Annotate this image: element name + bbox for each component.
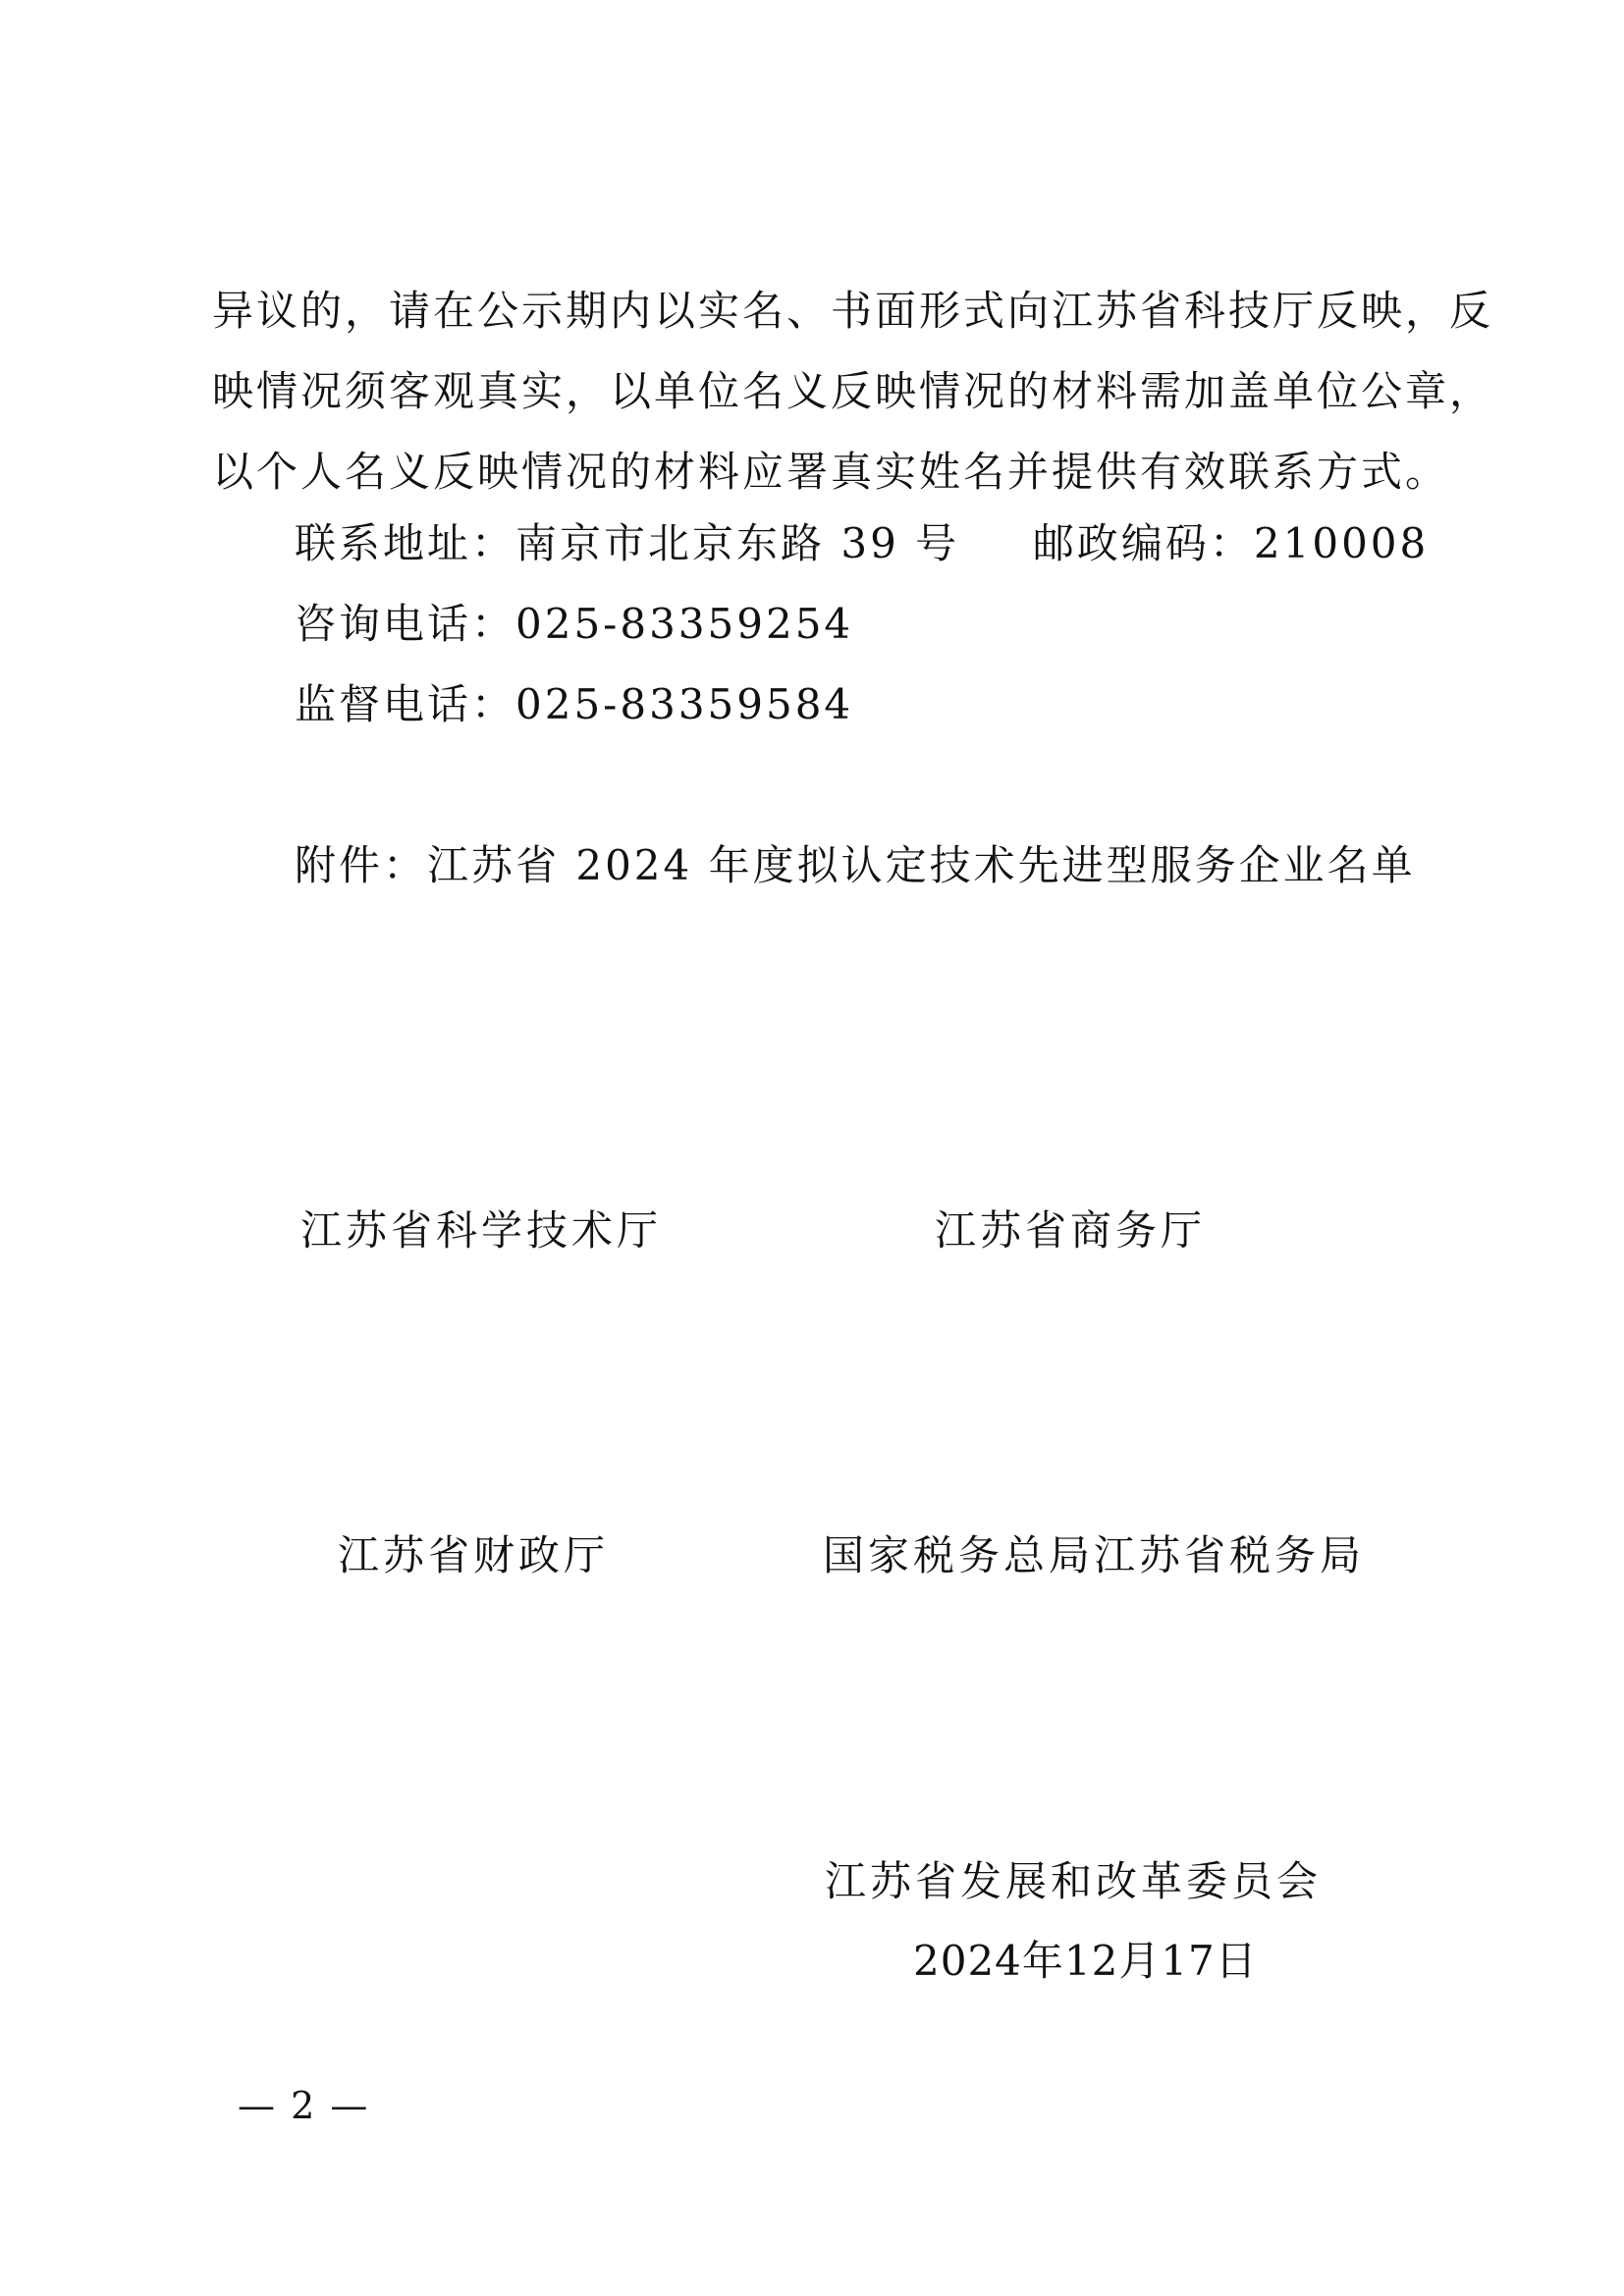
notice-paragraph <box>212 271 1494 512</box>
supervise-phone-label: 监督电话： <box>295 680 516 728</box>
attachment-value: 江苏省 2024 年度拟认定技术先进型服务企业名单 <box>427 841 1416 889</box>
signatory-commerce: 江苏省商务厅 <box>935 1206 1207 1255</box>
notice-line-2: 映情况须客观真实，以单位名义反映情况的材料需加盖单位公章， <box>212 367 1494 415</box>
consult-phone-value: 025-83359254 <box>515 600 854 648</box>
attachment-line <box>295 836 1416 895</box>
signatory-ndrc: 江苏省发展和改革委员会 <box>825 1857 1323 1905</box>
signatory-science-tech: 江苏省科学技术厅 <box>300 1206 663 1255</box>
address-label: 联系地址： <box>295 519 516 567</box>
consult-phone-label: 咨询电话： <box>295 600 516 648</box>
signatory-tax: 国家税务总局江苏省税务局 <box>823 1531 1366 1579</box>
page-number: — 2 — <box>238 2084 370 2127</box>
postcode-label: 邮政编码： <box>1032 519 1254 567</box>
signatory-finance: 江苏省财政厅 <box>338 1531 610 1579</box>
supervise-phone-line <box>295 675 853 734</box>
address-value: 南京市北京东路 39 号 <box>515 519 960 567</box>
postcode-value: 210008 <box>1253 519 1430 567</box>
supervise-phone-value: 025-83359584 <box>515 680 854 728</box>
contact-address-line <box>295 514 1429 573</box>
attachment-label: 附件： <box>295 841 428 889</box>
consult-phone-line <box>295 595 853 654</box>
notice-line-1: 异议的，请在公示期内以实名、书面形式向江苏省科技厅反映，反 <box>212 287 1494 335</box>
notice-line-3: 以个人名义反映情况的材料应署真实姓名并提供有效联系方式。 <box>212 448 1450 496</box>
document-date: 2024年12月17日 <box>913 1937 1258 1985</box>
